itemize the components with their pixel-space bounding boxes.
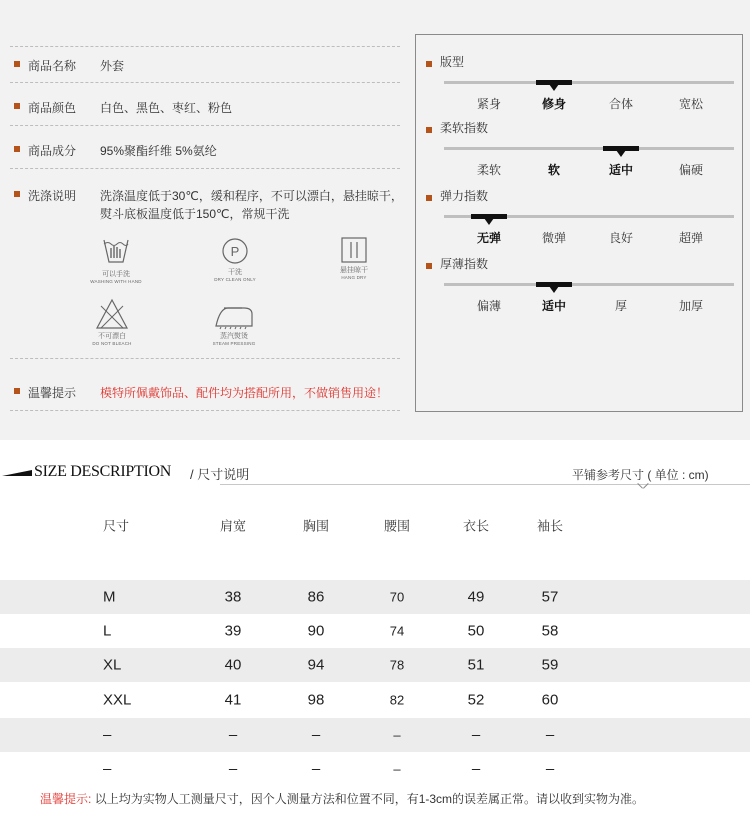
index-scale-bar [444,81,734,84]
column-header: 尺寸 [103,518,130,534]
index-option: 宽松 [678,97,704,111]
care-label-zh: 蒸汽熨烫 [220,333,248,340]
wash-text-line2: 熨斗底板温度低于150℃，常规干洗 [100,207,290,221]
table-row [0,648,750,682]
table-cell: 60 [541,691,559,709]
table-cell: 52 [467,691,485,709]
bullet-icon [14,103,20,109]
table-cell: M [103,588,116,606]
care-label-zh: 悬挂晾干 [340,267,368,274]
wash-instructions-row [12,187,403,223]
care-hang-dry [324,236,384,280]
product-color-value: 白色、黑色、枣红、粉色 [100,101,233,115]
table-cell: – [471,760,481,778]
size-title-zh: / 尺寸说明 [190,467,250,482]
divider [220,484,750,485]
index-option: 软 [547,163,561,177]
index-heading [424,255,488,272]
index-option: 适中 [608,163,634,177]
table-header-row [0,508,750,542]
table-cell: – [393,727,401,743]
index-scale-bar [444,283,734,286]
index-title: 柔软指数 [440,121,489,135]
size-reference-note: 平铺参考尺寸 ( 单位 : cm) [572,468,709,482]
care-label-zh: 不可漂白 [98,333,126,340]
table-cell: 82 [389,692,405,708]
index-scale-bar [444,147,734,150]
table-row [0,580,750,614]
product-name-label: 商品名称 [28,59,77,73]
care-label-zh: 可以手洗 [102,271,130,278]
table-cell: XL [103,656,122,674]
bullet-icon [14,61,20,67]
header-mark-icon [2,470,32,476]
product-name-value: 外套 [100,59,125,73]
index-heading [424,119,488,136]
table-cell: 41 [224,691,242,709]
bullet-icon [14,191,20,197]
table-row [0,683,750,717]
index-option: 柔软 [476,163,502,177]
table-cell: 59 [541,656,559,674]
bullet-icon [14,388,20,394]
table-row [0,614,750,648]
table-cell: – [471,726,481,744]
index-option: 适中 [541,299,567,313]
index-option: 超弹 [678,231,704,245]
care-no-bleach [82,298,142,346]
bullet-icon [426,127,432,133]
table-cell: 74 [389,623,405,639]
table-cell: L [103,622,112,640]
table-cell: XXL [103,691,132,709]
size-note-text: 以上均为实物人工测量尺寸，因个人测量方法和位置不同，有1-3cm的误差属正常。请以收到实物为准。 [94,792,645,806]
table-cell: 90 [307,622,325,640]
index-pointer-icon [484,218,494,225]
bullet-icon [14,146,20,152]
index-option: 厚 [614,299,628,313]
table-cell: – [545,760,555,778]
table-cell: – [393,761,401,777]
table-cell: – [311,760,321,778]
tip-label: 温馨提示 [28,386,77,400]
index-option: 加厚 [678,299,704,313]
index-pointer-icon [549,84,559,91]
table-cell: – [103,726,112,744]
divider [10,82,400,83]
tip-value: 模特所佩戴饰品、配件均为搭配所用，不做销售用途！ [100,386,389,400]
svg-text:P: P [230,244,240,259]
index-option: 合体 [608,97,634,111]
table-cell: 38 [224,588,242,606]
care-label-en: DRY CLEAN ONLY [214,277,256,282]
care-hand-wash [86,234,146,284]
product-material-value: 95%聚酯纤维 5%氨纶 [100,144,217,158]
index-option: 微弹 [541,231,567,245]
no-bleach-icon [95,298,129,330]
table-cell: – [228,726,238,744]
wash-label: 洗涤说明 [28,189,77,203]
index-option: 偏薄 [476,299,502,313]
product-color-label: 商品颜色 [28,101,77,115]
index-option: 修身 [541,97,567,111]
table-cell: 49 [467,588,485,606]
divider [10,168,400,169]
hang-dry-icon [340,236,368,264]
table-cell: 86 [307,588,325,606]
product-color-row [12,99,232,117]
bullet-icon [426,195,432,201]
tip-row [12,384,388,402]
index-title: 弹力指数 [440,189,489,203]
care-dry-clean [205,236,265,282]
steam-iron-icon [212,304,256,330]
chevron-down-icon [638,483,648,491]
care-label-en: STEAM PRESSING [212,341,256,346]
table-cell: 50 [467,622,485,640]
divider [10,46,400,47]
table-cell: – [103,760,112,778]
index-option: 无弹 [476,231,502,245]
care-label-en: HANG DRY [341,275,367,280]
care-label-en: WASHING WITH HAND [90,279,142,284]
table-cell: – [228,760,238,778]
table-row [0,752,750,786]
size-section-header [0,456,750,486]
index-heading [424,187,488,204]
index-pointer-icon [616,150,626,157]
divider [10,410,400,411]
size-title-en: SIZE DESCRIPTION [34,463,171,480]
index-scale-bar [444,215,734,218]
index-option: 良好 [608,231,634,245]
hand-wash-icon [101,234,131,268]
bullet-icon [426,263,432,269]
table-cell: 39 [224,622,242,640]
care-label-zh: 干洗 [228,269,242,276]
size-note [40,790,644,807]
care-label-en: DO NOT BLEACH [92,341,132,346]
table-cell: 58 [541,622,559,640]
product-name-row [12,57,124,75]
table-cell: 78 [389,657,405,673]
fit-index-box [415,34,743,412]
index-title: 版型 [440,55,465,69]
table-cell: – [545,726,555,744]
product-material-row [12,142,217,160]
table-cell: 70 [389,589,405,605]
size-note-label: 温馨提示: [40,792,92,806]
table-cell: – [311,726,321,744]
index-title: 厚薄指数 [440,257,489,271]
index-heading [424,53,464,70]
divider [10,358,400,359]
column-header: 腰围 [383,518,411,534]
table-row [0,718,750,752]
table-cell: 51 [467,656,485,674]
divider [10,125,400,126]
care-steam-iron [204,304,264,346]
table-cell: 94 [307,656,325,674]
index-option: 偏硬 [678,163,704,177]
column-header: 肩宽 [219,518,247,534]
bullet-icon [426,61,432,67]
wash-text-line1: 洗涤温度低于30℃，缓和程序，不可以漂白，悬挂晾干， [100,189,403,203]
table-cell: 57 [541,588,559,606]
table-cell: 40 [224,656,242,674]
product-material-label: 商品成分 [28,144,77,158]
column-header: 袖长 [536,518,564,534]
column-header: 胸围 [302,518,330,534]
index-option: 紧身 [476,97,502,111]
dry-clean-icon [220,236,250,266]
column-header: 衣长 [462,518,490,534]
index-pointer-icon [549,286,559,293]
table-cell: 98 [307,691,325,709]
